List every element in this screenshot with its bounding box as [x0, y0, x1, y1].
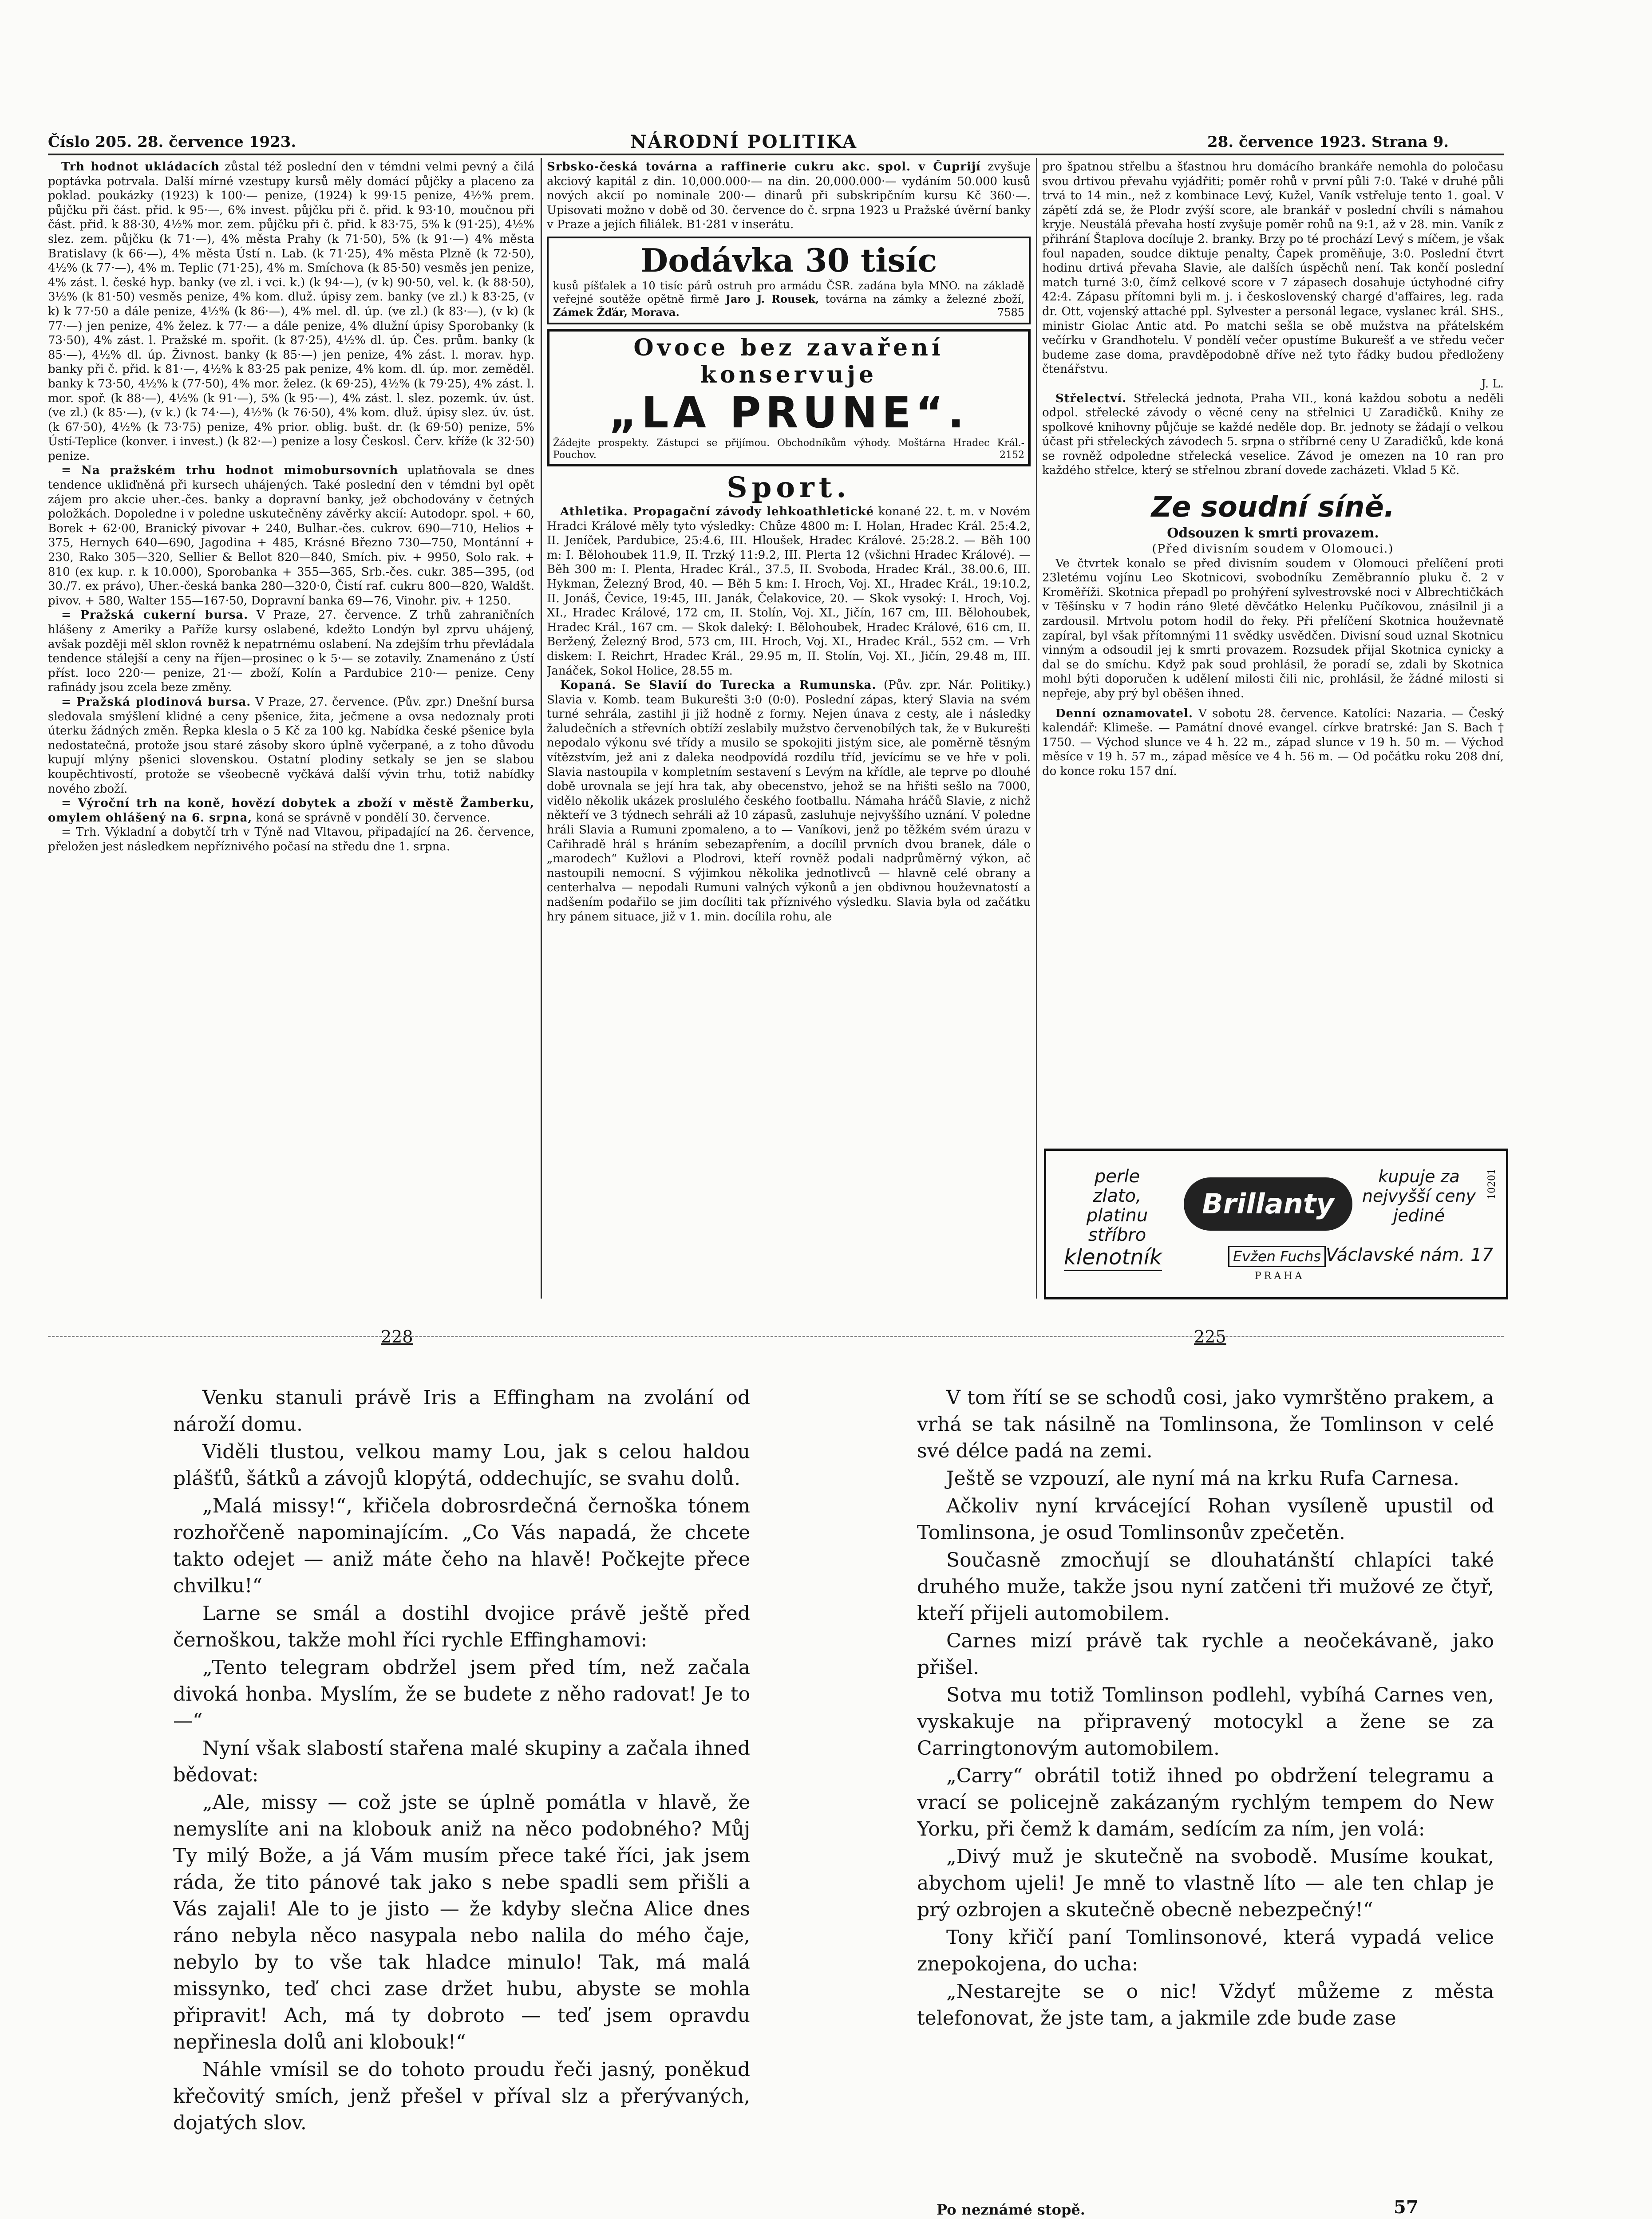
column-court: [1042, 160, 1504, 1132]
football-continued: pro špatnou střelbu a šťastnou hru domácího brankáře nemohla do poločasu svou drtivou převahu vyjádřiti; poměr rohů v první půli 7:0. Také v druhé půli trvá to 14 min., než z kombinace Levý, Kužel, Vaník vstřeluje tento 1. goal. V zápětí zdá se, že Plodr zvýší score, ale brankář v poslední chvíli s námahou kryje. Neustálá převaha hostí zvyšuje poměr rohů na 9:1, až v 28. min. Vaník z přihrání Štaplova docíluje 2. branky. Brzy po té prochází Levý s míčem, je však foul napaden, soudce diktuje penalty, Čapek proměňuje, 3:0. Poslední čtvrt hodinu drtivá převaha Slavie, ale dalších úspěchů není. Tak končí poslední match turné 3:0, čímž celkové score v 7 zápasech dosahuje úctyhodné cifry 42:4. Zápasu přítomni byli m. j. i československý chargé d'affaires, leg. rada dr. Ott, vojenský attaché ppl. Sylvester a personál legace, vyslanec král. SHS., ministr Giolac Antic atd. Po matchi sešla se obě mužstva na přátelském večírku v Grandhotelu. V pondělí večer opustíme Bukurešť a ve středu večer budeme zase doma, pravděpodobně dříve než tyto řádky budou předloženy čtenářstvu.: [1042, 160, 1504, 376]
story-paragraph: Carnes mizí právě tak rychle a neočekávaně, jako přišel.: [917, 1630, 1494, 1679]
grain-lead: = Pražská plodinová bursa.: [61, 695, 251, 709]
ad-la-prune-line2: konservuje: [700, 361, 877, 388]
story-paragraph: „Carry“ obrátil totiž ihned po obdržení telegramu a vrací se policejně zakázaným rychlým tempem do New Yorku, při čemž k damám, sedícím za ním, jen volá:: [917, 1765, 1494, 1840]
market-tyn-text: = Trh. Výkladní a dobytčí trh v Týně nad Vltavou, připadající na 26. července, přeložen jest následkem nepříznivého počasí na středu dne 1. srpna.: [48, 825, 534, 853]
otc-text: uplatňovala se dnes tendence ukliďněná při kursech uhájených. Také poslední den v témdni byl opět zájem pro akcie uher.-čes. banky a dopravní banky, jež obchodovány v četných položkách. Dopoledne i v poledne uskutečněny závěrky akcií: Autodopr. spol. + 60, Borek + 62·00, Branický pivovar + 240, Bulhar.-čes. cukrov. 690—710, Helios + 375, Hernych 640—690, Jagodina + 485, Krásné Březno 730—750, Montánní + 230, Rako 305—320, Sellier & Bellot 820—840, Smích. piv. + 9950, Solo rak. + 810 (ex kup. r. k 10.000), Sporobanka + 355—365, Srb.-čes. cukr. 385—395, (od 30./7. ex právo), Uher.-česká banka 280—320·0, Čistí raf. cukru 800—820, Waldšt. pivov. + 580, Walter 155—167·50, Dopravní banka 69—76, Vinohr. piv. + 1250.: [48, 464, 534, 608]
column-divider: [541, 158, 542, 1299]
shooting-lead: Střelectví.: [1055, 391, 1127, 405]
section-divider: [48, 1336, 1504, 1337]
story-footer-number: 57: [1394, 2197, 1419, 2218]
ad-la-prune-line1: Ovoce bez zavaření: [633, 334, 944, 361]
header-issue: Číslo 205. 28. července 1923.: [48, 133, 296, 151]
ad-delivery-code: 7585: [997, 306, 1024, 319]
story-paragraph: „Ale, missy — což jste se úplně pomátla v hlavě, že nemyslíte ani na klobouk aniž na něco podobného? Můj Ty milý Bože, a já Vám musím přece také říci, jak jsem ráda, že tito pánové tak jako s nebe spadli sem přišli a Vás zajali! Ale to je jisto — že kdyby slečna Alice dnes ráno nebyla něco nasypala nebo nalila do mého čaje, nebylo by to vše tak hladce minulo! Tak, má malá missynko, teď chci zase držet hubu, abyste se mohla připravit! Ach, má ty dobroto — teď jsem opravdu nepřinesla dolů ani klobouk!“: [173, 1791, 750, 2053]
shooting-text: Střelecká jednota, Praha VII., koná každou sobotu a neděli odpol. střelecké závody o věcné ceny na střelnici U Zaradičků. Knihy ze spolkové knihovny půjčuje se každé neděle dop. Br. jednoty se žádají o velkou účast při střeleckých závodech 5. srpna o stříbrné ceny U Zaradičků, kde koná se rovněž odpoledne střelecká veselice. Závod je omezen na 10 ran pro každého střelce, který se střelnou zbraní dovede zacházeti. Vklad 5 Kč.: [1042, 391, 1504, 478]
market-lead: Trh hodnot ukládacích: [61, 160, 220, 174]
sugar-text: V Praze, 27. července. Z trhů zahraničních hlášeny z Ameriky a Paříže kursy oslabené, kdežto Londýn byl zprvu uhájený, avšak později měl sklon rovněž k nepatrnému oslabení. Na zdejším trhu převládala tendence stálejší a ceny na říjen—prosinec o k 5·— se zotavily. Znamenáno z Ústí příst. loco 220·— penize, 21·— zboží, Kolín a Pardubice 210·— penize. Ceny rafinády jsou zcela beze změny.: [48, 608, 534, 695]
story-paragraph: Ačkoliv nyní krvácející Rohan vysíleně upustil od Tomlinsona, je osud Tomlinsonův zpečetěn.: [917, 1495, 1494, 1544]
ad-jeweller-owner: Evžen Fuchs: [1228, 1246, 1326, 1267]
otc-lead: = Na pražském trhu hodnot mimobursovních: [61, 464, 399, 478]
story-paragraph: Venku stanuli právě Iris a Effingham na zvolání od nároží domu.: [173, 1386, 750, 1436]
ad-delivery-place: Zámek Žďár, Morava.: [553, 305, 680, 319]
story-paragraph: Náhle vmísil se do tohoto proudu řeči jasný, poněkud křečovitý smích, jenž přešel v příval slz a přerývaných, dojatých slov.: [173, 2058, 750, 2134]
grain-text: V Praze, 27. července. (Pův. zpr.) Dnešní bursa sledovala smýšlení klidné a ceny pšenice, žita, ječmene a ovsa nedoznaly proti úterku žádných změn. Řepka klesla o 5 Kč za 100 kg. Nabídka české pšenice byla nedostatečná, protože jsou staré zásoby skoro úplně vyčerpané, a z toho důvodu kupují mlýny pšenici slovenskou. Ostatní plodiny setkaly se jen se slabou koupěchtivostí, protože se všeobecně vyčkává další vývin trhu, totiž nabídky nového zboží.: [48, 695, 534, 796]
market-text: zůstal též poslední den v témdni velmi pevný a čilá poptávka potrvala. Další mírné vzestupy kursů měly domácí půjčky a placeno za poklad. poukázky (1923) k 100·— penize, (1924) k 99·15 penize, 4½% prem. půjčku při část. přid. k 95·—, 6% invest. půjčku při č. přid. k 93·10, moučnou při část. přid. k 88·30, 4½% mor. zem. půjčku při č. přid. k 83·75, 5% k (91·25), 4½% slez. zem. půjčku (k 71·—), 4% města Prahy (k 71·50), 5% (k 91·—) 4% města Bratislavy (k 66·—), 4% města Ústí n. Lab. (k 71·25), 4% města Plzně (k 72·50), 4½% (k 77·—), 4% m. Teplic (71·25), 4% m. Smíchova (k 85·50) vesměs jen penize, 4% zást. l. české hyp. banky (ve zl. i vci. k.) (k 94·—), (v k) 90·50, vel. k. (k 88·50), 3½% (k 81·50) vesměs penize, 4% kom. dluž. úpisy zem. banky (ve zl.) k 83·25, (v k) k 77·50 a dále penize, 4½% (k 86·—), 4% mel. dl. úp. (ve zl.) (k 83·—), (v k) (k 77·—) jen penize, 4% želez. k 77·— a dále penize, 4% dlužní úpisy Sporobanky (k 73·50), 4% zást. l. Pražské m. spořit. (k 87·25), 4½% dl. úp. Čes. prům. banky (k 85·—), 4½% dl. úp. Živnost. banky (k 85·—) jen penize, 4% zást. l. morav. hyp. banky při č. přid. k 81·—, 4½% k 83·25 pak penize, 4% kom. dl. úp. mor. zeměděl. banky k 73·50, 4½% k (77·50), 4% mor. želez. (k 69·25), 4½% (k 79·25), 4% zást. l. mor. spoř. (k 88·—), 4½% (k 91·—), 5% (k 95·—), 4% zást. l. slez. pozemk. úv. úst. (ve zl.) (k 85·—), (v k.) (k 74·—), 4½% (k 76·50), 4% kom. dluž. úpisy slez. úv. úst. (k 67·50), 4½% (k 73·75) penize, 4% prior. oblig. bušt. dr. (k 69·50) penize, 5% Ústí-Teplice (konver. i invest.) (k 82·—) penize a losy Českosl. Červ. kříže (k 32·50) penize.: [48, 160, 534, 463]
athletics-text: konané 22. t. m. v Novém Hradci Králové měly tyto výsledky: Chůze 4800 m: I. Holan, Hradec Král. 25:4.2, II. Jeníček, Pardubice, 25:4.6, III. Hloušek, Hradec Králové. 25:28.2. — Běh 100 m: I. Bělohoubek 11.9, II. Trzký 11:9.2, III. Plerta 12 (všichni Hradec Králové). — Běh 300 m: I. Plenta, Hradec Král., 37.5, II. Svoboda, Hradec Král., 38.00.6, III. Hykman, Železný Brod, 40. — Běh 5 km: I. Hroch, Voj. XI., Hradec Král., 19:10.2, II. Jonáš, Čevice, 19:45, III. Janák, Čelakovice, 20. — Skok vysoký: I. Hroch, Voj. XI., Hradec Králové, 172 cm, II. Stolín, Voj. XI., Jičín, 167 cm, III. Bělohoubek, Hradec Král., 167 cm. — Skok daleký: I. Bělohoubek, Hradec Králové, 616 cm, II. Beržený, Železný Brod, 573 cm, III. Hroch, Voj. XI., Hradec Král., 552 cm. — Vrh diskem: I. Reichrt, Hradec Král., 29.95 m, II. Stolín, Voj. XI., Jičín, 29.48 m, III. Janáček, Sokol Holice, 28.55 m.: [547, 505, 1031, 678]
ad-jeweller-code: 10201: [1486, 1169, 1498, 1200]
ad-jeweller-right-3: jediné: [1393, 1206, 1445, 1225]
column-sport: [547, 160, 1031, 1296]
story-footer-title: Po neznámé stopě.: [937, 2201, 1085, 2218]
story-paragraph: Viděli tlustou, velkou mamy Lou, jak s celou haldou plášťů, šátků a závojů klopýtá, oddechujíc, se svahu dolů.: [173, 1441, 750, 1490]
ad-jeweller: [1044, 1149, 1508, 1299]
sugar-company-text: zvyšuje akciový kapitál z din. 10,000.000·— na din. 20,000.000·— vydáním 50.000 kusů nových akcií po nominale 200·— dinarů při subskripčním kursu Kč 360·—. Upisovati možno v době od 30. července do č. srpna 1923 u Pražské úvěrní banky v Praze a jejích filiálek. B1·281 v inserátu.: [547, 160, 1031, 232]
ad-jeweller-left-3: stříbro: [1088, 1225, 1146, 1245]
story-paragraph: Současně zmocňují se dlouhatánští chlapíci také druhého muže, takže jsou nyní zatčeni tři mužové ze čtyř, kteří přijeli automobilem.: [917, 1549, 1494, 1625]
column-divider: [1036, 158, 1037, 1299]
column-economy: [48, 160, 534, 1296]
story-page-number-right: 225: [1194, 1327, 1226, 1346]
story-paragraph: Tony křičí paní Tomlinsonové, která vypadá velice znepokojena, do ucha:: [917, 1926, 1494, 1975]
court-title: Ze soudní síně.: [1151, 491, 1395, 524]
signature: J. L.: [1481, 377, 1504, 391]
story-paragraph: „Malá missy!“, křičela dobrosrdečná černoška tónem rozhořčeně napominajícím. „Co Vás napadá, že chcete takto odejet — aniž máte čeho na hlavě! Počkejte přece chvilku!“: [173, 1495, 750, 1597]
ad-delivery-text: kusů píšťalek a 10 tisíc párů ostruh pro armádu ČSR. zadána byla MNO. na základě veřejné soutěže opětně firmě: [553, 279, 1024, 305]
header-page: 28. července 1923. Strana 9.: [1207, 133, 1449, 151]
fair-text: koná se správně v pondělí 30. července.: [256, 811, 490, 825]
ad-jeweller-bottom: klenotník: [1064, 1245, 1162, 1271]
ad-jeweller-left-1: perle: [1094, 1166, 1140, 1187]
football-lead: Kopaná. Se Slavií do Turecka a Rumunska.: [560, 679, 877, 692]
football-text: (Pův. zpr. Nár. Politiky.) Slavia v. Komb. team Bukurešti 3:0 (0:0). Poslední zápas, který Slavia na svém turné sehrála, zastihl ji již hodně z formy. Nejen únava z cesty, ale i následky žaludečních a střevních obtíží zeslabily mužstvo červenobílých tak, že v Bukurešti nepodalo výkonu své třídy a musilo se spokojiti jistým sice, ale poměrně těsným vítězstvím, jež ani z daleka neodpovídá rozdílu tříd, jevícímu se ve hře v poli. Slavia nastoupila v kompletním sestavení s Levým na křídle, ale teprve po dlouhé době urovnala se její hra tak, aby obecenstvo, jehož se na hřišti sešlo na 7000, vidělo několik ukázek proslulého českého footballu. Námaha hráčů Slavie, z nichž někteří ve 3 týdnech sehráli až 10 zápasů, zasluhuje nejvyššího uznání. V poledne hráli Slavia a Rumuni zpomaleno, a to — Vaníkovi, jenž po těžkém svém úrazu v Cařihradě hrál s hráním sebezapřením, a docílil prvních dvou branek, dále o „marodech“ Kužlovi a Plodrovi, kteří rovněž podali nadprůměrný výkon, ač nastoupili nemocní. S výjimkou několika jednotlivců — hlavně celé obrany a centerhalva — nepodali Rumuni valných výkonů a jen obdivnou houževnatostí a nadšením podařilo se jim docíliti tak příznivého výsledku. Slavia byla od začátku hry pánem situace, již v 1. min. docílila rohu, ale: [547, 679, 1031, 924]
sugar-lead: = Pražská cukerní bursa.: [61, 608, 249, 622]
story-left-page: [173, 1385, 750, 2219]
story-paragraph: Ještě se vzpouzí, ale nyní má na krku Rufa Carnesa.: [946, 1467, 1460, 1490]
story-page-number-left: 228: [381, 1327, 413, 1346]
story-paragraph: Larne se smál a dostihl dvojice právě ještě před černoškou, takže mohl říci rychle Effinghamovi:: [173, 1602, 750, 1651]
masthead-title: NÁRODNÍ POLITIKA: [630, 131, 858, 152]
ad-jeweller-city: PRAHA: [1255, 1271, 1305, 1282]
story-paragraph: „Nestarejte se o nic! Vždyť můžeme z města telefonovat, že jste tam, a jakmile zde bude zase: [917, 1980, 1494, 2029]
court-subtitle2: (Před divisním soudem v Olomouci.): [1152, 542, 1394, 556]
sport-title: Sport.: [727, 470, 851, 504]
ad-la-prune-small: Žádejte prospekty. Zástupci se přijímou. Obchodníkům výhody. Moštárna Hradec Král.-Pouchov.: [553, 437, 1024, 461]
ad-la-prune-code: 2152: [1000, 449, 1024, 461]
court-text: Ve čtvrtek konalo se před divisním soudem v Olomouci přelíčení proti 23letému vojínu Leo Skotnicovi, svobodníku Zeměbrannío pluku č. 2 v Kroměříži. Skotnica přepadl po prohýření sylvestrovské noci v Albrechtičkách v Těšínsku v 7 hodin ráno 9leté děvčátko Helenku Pučíkovou, znásilnil ji a zardousil. Mrtvolu potom hodil do řeky. Při přelíčení Skotnica houževnatě zapíral, byl však přítomnými 11 svědky usvědčen. Divisní soud uznal Skotnicu vinným a odsoudil jej k smrti provazem. Rozsudek přijal Skotnica cynicky a dal se do smíchu. Když pak soud prohlásil, že poradí se, zdali by Skotnica mohl býti doporučen k udělení milosti čili nic, prohlásil, že žádné milosti si nepřeje, aby prý byl oběšen ihned.: [1042, 557, 1504, 700]
ad-delivery-firm2: továrna na zámky a železné zboží,: [825, 292, 1024, 305]
ad-delivery-firm: Jaro J. Rousek,: [725, 292, 819, 305]
sugar-company-lead: Srbsko-česká továrna a raffinerie cukru akc. spol. v Čuprijí: [547, 160, 981, 174]
ad-jeweller-brand: Brillanty: [1184, 1177, 1352, 1231]
story-paragraph: V tom řítí se se schodů cosi, jako vymrštěno prakem, a vrhá se tak násilně na Tomlinsona, že Tomlinson v celé své délce padá na zemi.: [917, 1386, 1494, 1462]
ad-la-prune: [547, 329, 1031, 466]
athletics-lead: Athletika. Propagační závody lehkoathletické: [560, 505, 874, 518]
ad-jeweller-left-2: zlato, platinu: [1086, 1186, 1148, 1226]
ad-la-prune-brand: „LA PRUNE“.: [609, 387, 968, 438]
story-right-page: [917, 1385, 1494, 2183]
court-subtitle: Odsouzen k smrti provazem.: [1167, 525, 1379, 541]
ad-delivery-title: Dodávka 30 tisíc: [640, 241, 937, 279]
header-rule: [48, 154, 1504, 155]
story-paragraph: „Tento telegram obdržel jsem před tím, než začala divoká honba. Myslím, že se budete z něho radovat! Je to —“: [173, 1656, 750, 1732]
daily-lead: Denní oznamovatel.: [1055, 707, 1193, 720]
fair-lead: = Výroční trh na koně, hovězí dobytek a zboží v městě Žamberku, omylem ohlášený na 6. srpna,: [48, 797, 534, 825]
ad-delivery: [547, 237, 1031, 324]
story-paragraph: Nyní však slabostí stařena malé skupiny a začala ihned bědovat:: [173, 1737, 750, 1786]
ad-jeweller-address: Václavské nám. 17: [1326, 1245, 1494, 1265]
ad-jeweller-right-2: nejvyšší ceny: [1362, 1186, 1476, 1206]
daily-text: V sobotu 28. července. Katolíci: Nazaria. — Český kalendář: Klimeše. — Památní dnové evangel. církve bratrské: Jan S. Bach † 1750. — Východ slunce ve 4 h. 22 m., západ slunce v 19 h. 50 m. — Východ měsíce v 19 h. 57 m., západ měsíce ve 4 h. 56 m. — Od počátku roku 208 dní, do konce roku 157 dní.: [1042, 707, 1504, 778]
ad-jeweller-right-1: kupuje za: [1378, 1167, 1460, 1186]
story-paragraph: „Divý muž je skutečně na svobodě. Musíme koukat, abychom ujeli! Je mně to vlastně líto — ale ten chlap je prý ozbrojen a skutečně obecně nebezpečný!“: [917, 1845, 1494, 1921]
story-paragraph: Sotva mu totiž Tomlinson podlehl, vybíhá Carnes ven, vyskakuje na připravený motocykl a žene se za Carringtonovým automobilem.: [917, 1684, 1494, 1760]
